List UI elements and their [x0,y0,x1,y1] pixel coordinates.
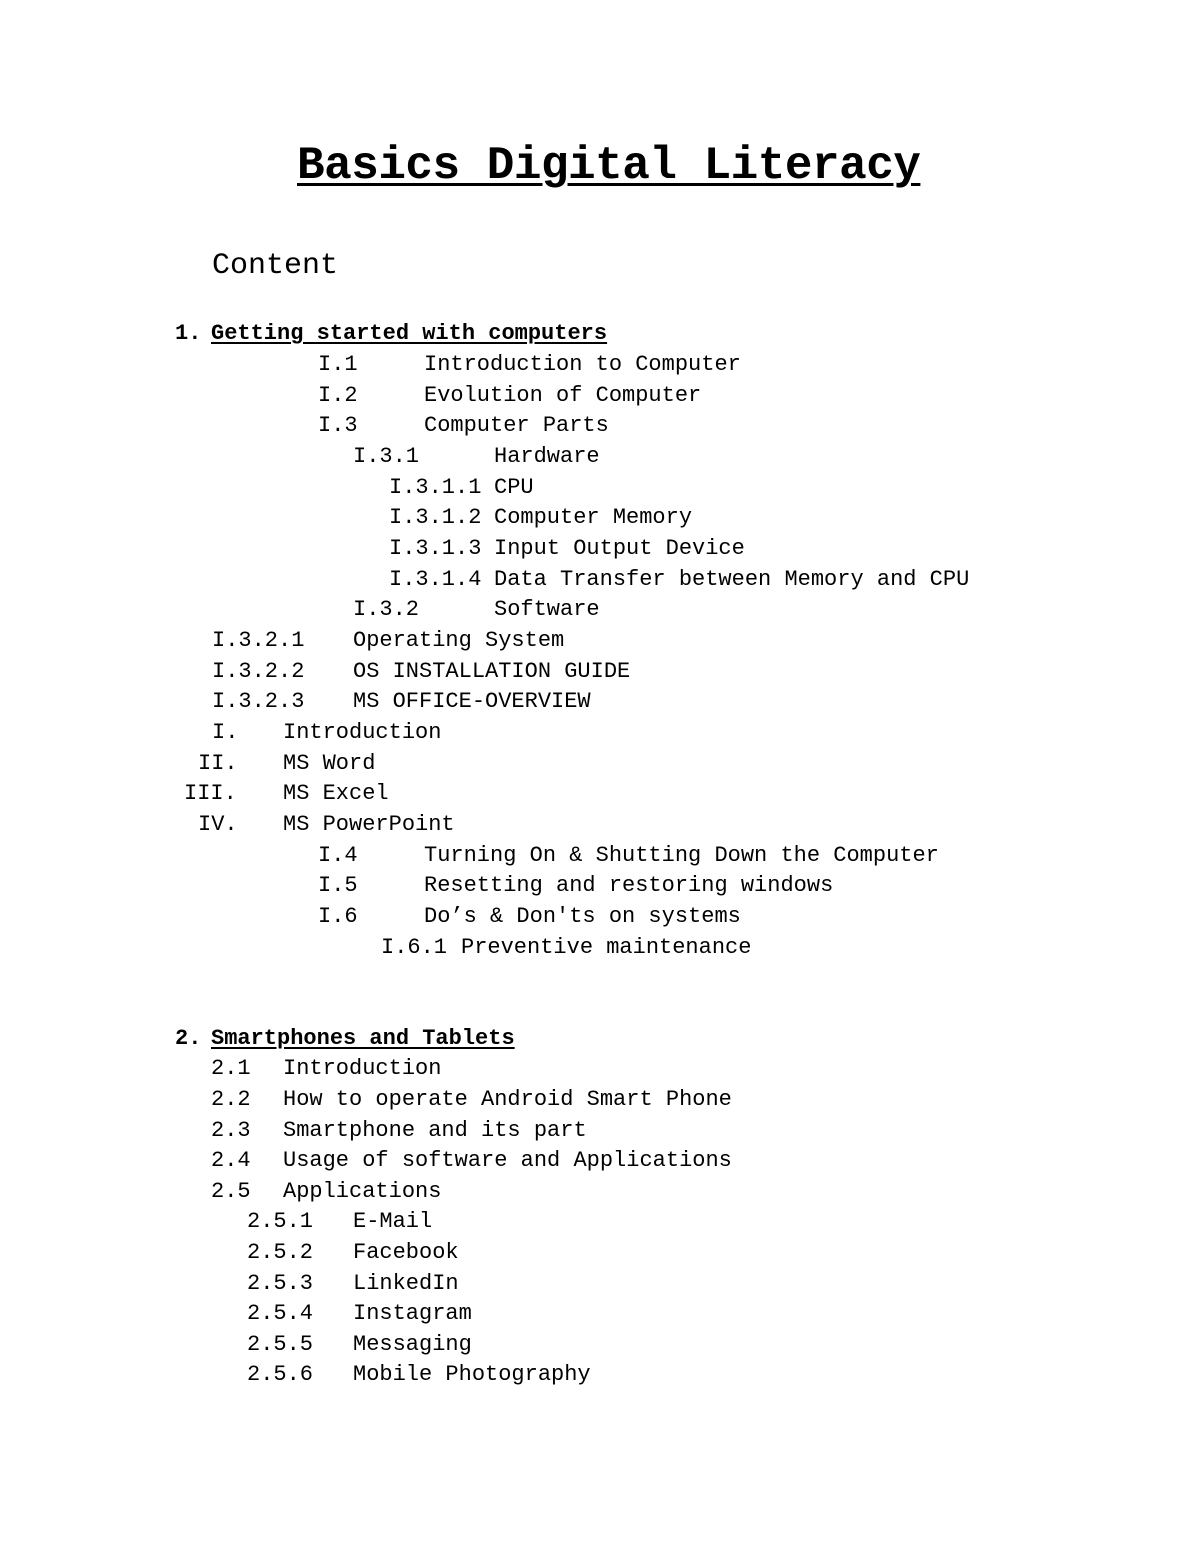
toc-item-text: Introduction to Computer [424,352,741,377]
toc-item-number: 2.1 [211,1056,251,1081]
toc-item-text: Hardware [494,444,600,469]
toc-item-text: OS INSTALLATION GUIDE [353,659,631,684]
toc-item-text: Introduction [283,1056,442,1081]
toc-item-number: 2.5 [211,1179,251,1204]
toc-item-number: I.3.2.2 [212,659,305,684]
toc-item-text: Software [494,597,600,622]
toc-item-text: Usage of software and Applications [283,1148,732,1173]
toc-item-text: MS OFFICE-OVERVIEW [353,689,591,714]
toc-item-text: Turning On & Shutting Down the Computer [424,843,939,868]
section-number: 1. [175,321,202,346]
section-title: Smartphones and Tablets [211,1026,515,1051]
toc-item-number: IV. [198,812,238,837]
toc-item-number: 2.5.3 [247,1271,314,1296]
toc-item-number: I.3.2 [353,597,420,622]
toc-item-text: CPU [494,475,534,500]
toc-item-number: 2.5.6 [247,1362,314,1387]
toc-item-text: Data Transfer between Memory and CPU [494,567,970,592]
toc-item-text: Resetting and restoring windows [424,873,834,898]
toc-item-text: Evolution of Computer [424,383,702,408]
toc-item-text: Mobile Photography [353,1362,591,1387]
contents-heading: Content [212,249,339,283]
toc-item-text: Preventive maintenance [461,935,752,960]
toc-item-number: 2.5.5 [247,1332,314,1357]
toc-item-text: Computer Memory [494,505,693,530]
toc-item-text: Facebook [353,1240,459,1265]
toc-item-number: I.6 [318,904,358,929]
toc-item-text: Smartphone and its part [283,1118,587,1143]
toc-item-text: Computer Parts [424,413,609,438]
toc-item-text: Applications [283,1179,442,1204]
toc-item-number: I.3.1.3 [389,536,482,561]
toc-item-number: 2.5.1 [247,1209,314,1234]
toc-item-text: LinkedIn [353,1271,459,1296]
toc-item-text: Introduction [283,720,442,745]
toc-item-number: I.5 [318,873,358,898]
toc-item-text: Do’s & Don'ts on systems [424,904,741,929]
toc-item-number: I.3.1.1 [389,475,482,500]
toc-item-number: 2.4 [211,1148,251,1173]
document-title: Basics Digital Literacy [297,140,921,192]
toc-item-number: III. [184,781,237,806]
toc-item-text: Operating System [353,628,565,653]
toc-item-text: How to operate Android Smart Phone [283,1087,732,1112]
toc-item-number: I.3.2.3 [212,689,305,714]
toc-item-number: I.6.1 [381,935,448,960]
toc-item-number: I.3.1.4 [389,567,482,592]
toc-item-text: Instagram [353,1301,472,1326]
toc-item-number: I.3.2.1 [212,628,305,653]
toc-item-text: Input Output Device [494,536,745,561]
toc-item-number: I.3.1 [353,444,420,469]
toc-item-text: E-Mail [353,1209,433,1234]
toc-item-number: I.1 [318,352,358,377]
toc-item-number: I. [212,720,239,745]
toc-item-number: 2.5.2 [247,1240,314,1265]
toc-item-text: MS Excel [283,781,389,806]
toc-item-number: I.3.1.2 [389,505,482,530]
toc-item-number: 2.5.4 [247,1301,314,1326]
toc-item-number: 2.3 [211,1118,251,1143]
toc-item-text: MS Word [283,751,376,776]
toc-item-number: I.2 [318,383,358,408]
section-title: Getting started with computers [211,321,608,346]
toc-item-text: Messaging [353,1332,472,1357]
toc-item-number: I.4 [318,843,358,868]
toc-item-number: 2.2 [211,1087,251,1112]
toc-item-number: I.3 [318,413,358,438]
section-number: 2. [175,1026,202,1051]
toc-item-text: MS PowerPoint [283,812,455,837]
toc-item-number: II. [198,751,238,776]
